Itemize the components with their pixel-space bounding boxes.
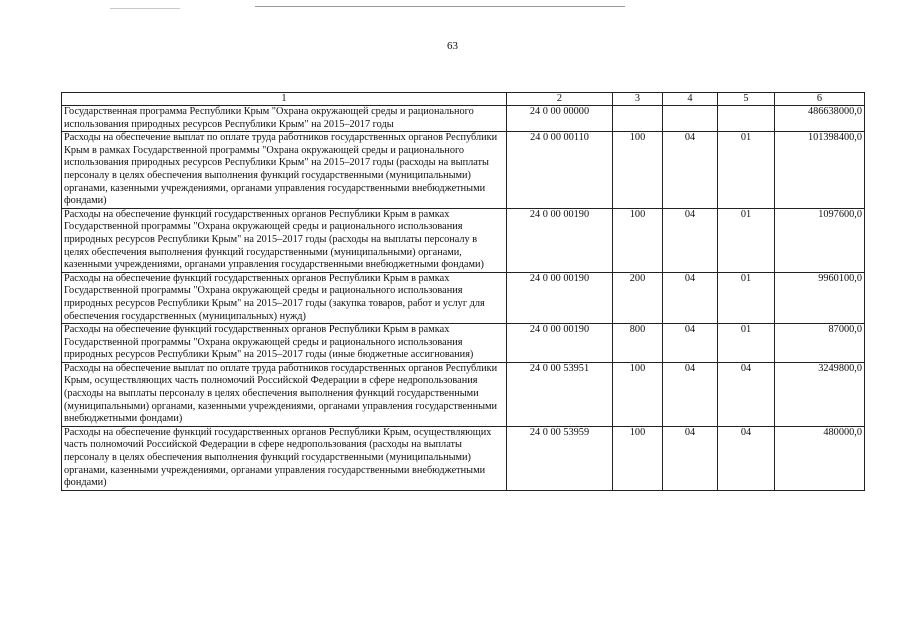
row-target-code: 24 0 00 00110 [507, 132, 613, 209]
row-subsection: 04 [718, 426, 775, 490]
row-section: 04 [663, 208, 718, 272]
row-amount: 3249800,0 [775, 362, 865, 426]
budget-table [61, 92, 865, 491]
table-row [62, 272, 865, 323]
row-amount: 101398400,0 [775, 132, 865, 209]
row-expense-type: 100 [613, 132, 663, 209]
column-header: 6 [775, 93, 865, 106]
row-name: Расходы на обеспечение функций государственных органов Республики Крым, осуществляющих часть полномочий Российской Федерации в сфере недропользования (расходы на выплаты персоналу в целях обеспечения выполнения функций государственными (муниципальными) органами, казенными учреждениями, органами управления государственными внебюджетными фондами) [62, 426, 507, 490]
table-row [62, 106, 865, 132]
table-row [62, 324, 865, 363]
row-subsection: 04 [718, 362, 775, 426]
table-row [62, 208, 865, 272]
row-target-code: 24 0 00 00190 [507, 324, 613, 363]
row-expense-type: 100 [613, 362, 663, 426]
row-amount: 480000,0 [775, 426, 865, 490]
scan-artifact-line [110, 8, 180, 9]
row-section: 04 [663, 426, 718, 490]
row-target-code: 24 0 00 00190 [507, 272, 613, 323]
row-section: 04 [663, 362, 718, 426]
row-target-code: 24 0 00 53951 [507, 362, 613, 426]
row-name: Расходы на обеспечение выплат по оплате труда работников государственных органов Республики Крым, осуществляющих часть полномочий Российской Федерации в сфере недропользования (расходы на выплаты персоналу в целях обеспечения выполнения функций государственными (муниципальными) органами, казенными учреждениями, органами управления государственными внебюджетными фондами) [62, 362, 507, 426]
row-name: Расходы на обеспечение выплат по оплате труда работников государственных органов Республики Крым в рамках Государственной программы "Охрана окружающей среды и рационального использования природных ресурсов Республики Крым" на 2015–2017 годы (расходы на выплаты персоналу в целях обеспечения выполнения функций государственными (муниципальными) органами, казенными учреждениями, органами управления государственными внебюджетными фондами) [62, 132, 507, 209]
row-expense-type: 100 [613, 426, 663, 490]
row-section: 04 [663, 132, 718, 209]
column-header: 4 [663, 93, 718, 106]
row-expense-type: 100 [613, 208, 663, 272]
row-amount: 87000,0 [775, 324, 865, 363]
row-target-code: 24 0 00 00190 [507, 208, 613, 272]
scan-artifact-line [255, 6, 625, 7]
row-subsection: 01 [718, 208, 775, 272]
row-amount: 1097600,0 [775, 208, 865, 272]
row-expense-type: 800 [613, 324, 663, 363]
row-expense-type [613, 106, 663, 132]
row-name: Расходы на обеспечение функций государственных органов Республики Крым в рамках Государственной программы "Охрана окружающей среды и рационального использования природных ресурсов Республики Крым" на 2015–2017 годы (иные бюджетные ассигнования) [62, 324, 507, 363]
row-subsection: 01 [718, 324, 775, 363]
row-target-code: 24 0 00 53959 [507, 426, 613, 490]
table-row [62, 426, 865, 490]
row-amount: 9960100,0 [775, 272, 865, 323]
row-subsection: 01 [718, 272, 775, 323]
row-expense-type: 200 [613, 272, 663, 323]
row-subsection: 01 [718, 132, 775, 209]
row-name: Расходы на обеспечение функций государственных органов Республики Крым в рамках Государственной программы "Охрана окружающей среды и рационального использования природных ресурсов Республики Крым" на 2015–2017 годы (расходы на выплаты персоналу в целях обеспечения выполнения функций государственными (муниципальными) органами, казенными учреждениями, органами управления государственными внебюджетными фондами) [62, 208, 507, 272]
row-section: 04 [663, 324, 718, 363]
column-header: 2 [507, 93, 613, 106]
row-name: Государственная программа Республики Крым "Охрана окружающей среды и рационального использования природных ресурсов Республики Крым" на 2015–2017 годы [62, 106, 507, 132]
page-number: 63 [447, 40, 458, 52]
row-amount: 486638000,0 [775, 106, 865, 132]
row-section: 04 [663, 272, 718, 323]
table-header-row [62, 93, 865, 106]
row-subsection [718, 106, 775, 132]
column-header: 5 [718, 93, 775, 106]
row-name: Расходы на обеспечение функций государственных органов Республики Крым в рамках Государственной программы "Охрана окружающей среды и рационального использования природных ресурсов Республики Крым" на 2015–2017 годы (закупка товаров, работ и услуг для обеспечения государственных (муниципальных) нужд) [62, 272, 507, 323]
table-row [62, 362, 865, 426]
row-target-code: 24 0 00 00000 [507, 106, 613, 132]
row-section [663, 106, 718, 132]
column-header: 3 [613, 93, 663, 106]
column-header: 1 [62, 93, 507, 106]
table-row [62, 132, 865, 209]
